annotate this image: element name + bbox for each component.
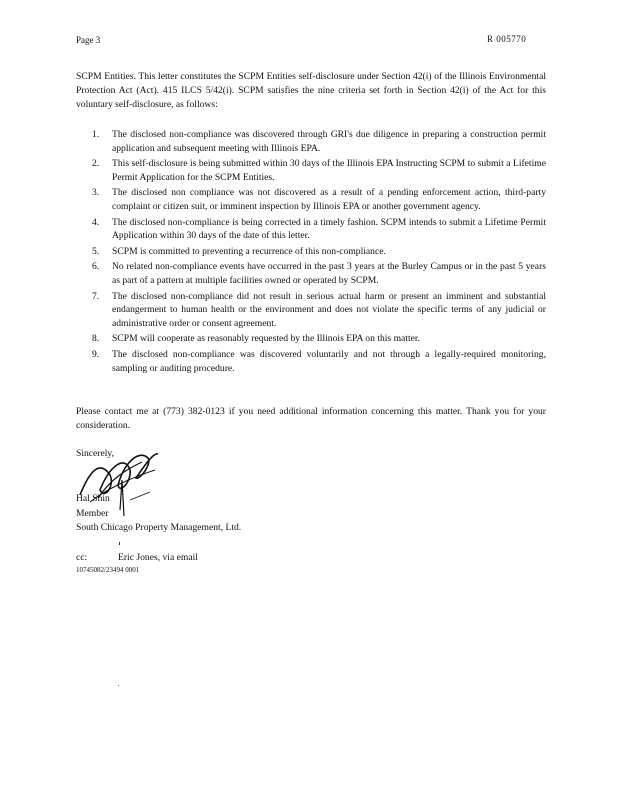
list-item [76,128,546,155]
criteria-list [76,128,546,377]
list-item-text: The disclosed non-compliance is being corrected in a timely fashion. SCPM intends to submit a Lifetime Permit Application within 30 days of the date of this letter. [112,216,546,242]
bates-number: R 005770 [487,34,527,44]
list-item-number: 3. [92,187,100,199]
list-item [76,348,546,375]
signer-title: Member [76,508,109,519]
list-item-number: 1. [92,129,100,140]
list-item [76,290,546,331]
salutation: Sincerely, [76,448,115,459]
list-item [76,245,546,259]
list-item-number: 6. [92,261,100,273]
list-item [76,332,546,346]
list-item-text: The disclosed non-compliance was discovered through GRI's due diligence in preparing a construction permit application and subsequent meeting with Illinois EPA. [112,129,546,154]
list-item-text: The disclosed non compliance was not discovered as a result of a pending enforcement action, third-party complaint or citizen suit, or imminent inspection by Illinois EPA or another government agency. [112,187,546,212]
signer-name: Hal Shin [76,493,110,504]
list-item-text: This self-disclosure is being submitted within 30 days of the Illinois EPA Instructing SCPM to submit a Lifetime Permit Application for the SCPM Entities. [112,158,546,183]
list-item [76,157,546,184]
signer-company: South Chicago Property Management, Ltd. [76,522,242,533]
list-item-number: 5. [92,245,100,257]
list-item-number: 4. [92,216,100,228]
list-item [76,186,546,213]
list-item-text: SCPM is committed to preventing a recurrence of this non-compliance. [112,245,386,257]
list-item-number: 9. [92,348,100,360]
list-item [76,216,546,243]
list-item-number: 2. [92,158,100,170]
list-item-text: No related non-compliance events have occurred in the past 3 years at the Burley Campus or in the past 5 years as part of a pattern at multiple facilities owned or operated by SCPM. [112,261,546,286]
list-item-number: 7. [92,290,100,302]
scan-speck [119,542,120,545]
document-id: 10745082/23494 0001 [76,566,140,574]
page-number: Page 3 [76,35,101,45]
cc-recipient: Eric Jones, via email [118,552,198,563]
intro-paragraph: SCPM Entities. This letter constitutes the SCPM Entities self-disclosure under Section 42(i) of the Illinois Environmental Protection Act (Act). 415 ILCS 5/42(i). SCPM satisfies the nine criteria set forth in Section 42(i) of the Act for this voluntary self-disclosure, as follows: [76,71,546,110]
list-item-number: 8. [92,333,100,345]
list-item-text: The disclosed non-compliance was discovered voluntarily and not through a legally-required monitoring, sampling or auditing procedure. [112,348,546,374]
list-item [76,260,546,287]
scan-speck [118,685,119,686]
cc-label: cc: [76,552,88,563]
list-item-text: The disclosed non-compliance did not result in serious actual harm or present an imminent and substantial endangerment to human health or the environment and does not violate the specific terms of any judicial or administrative order or consent agreement. [112,290,546,329]
closing-paragraph: Please contact me at (773) 382-0123 if you need additional information concerning this matter. Thank you for your consideration. [76,406,546,431]
list-item-text: SCPM will cooperate as reasonably requested by the Illinois EPA on this matter. [112,333,420,345]
